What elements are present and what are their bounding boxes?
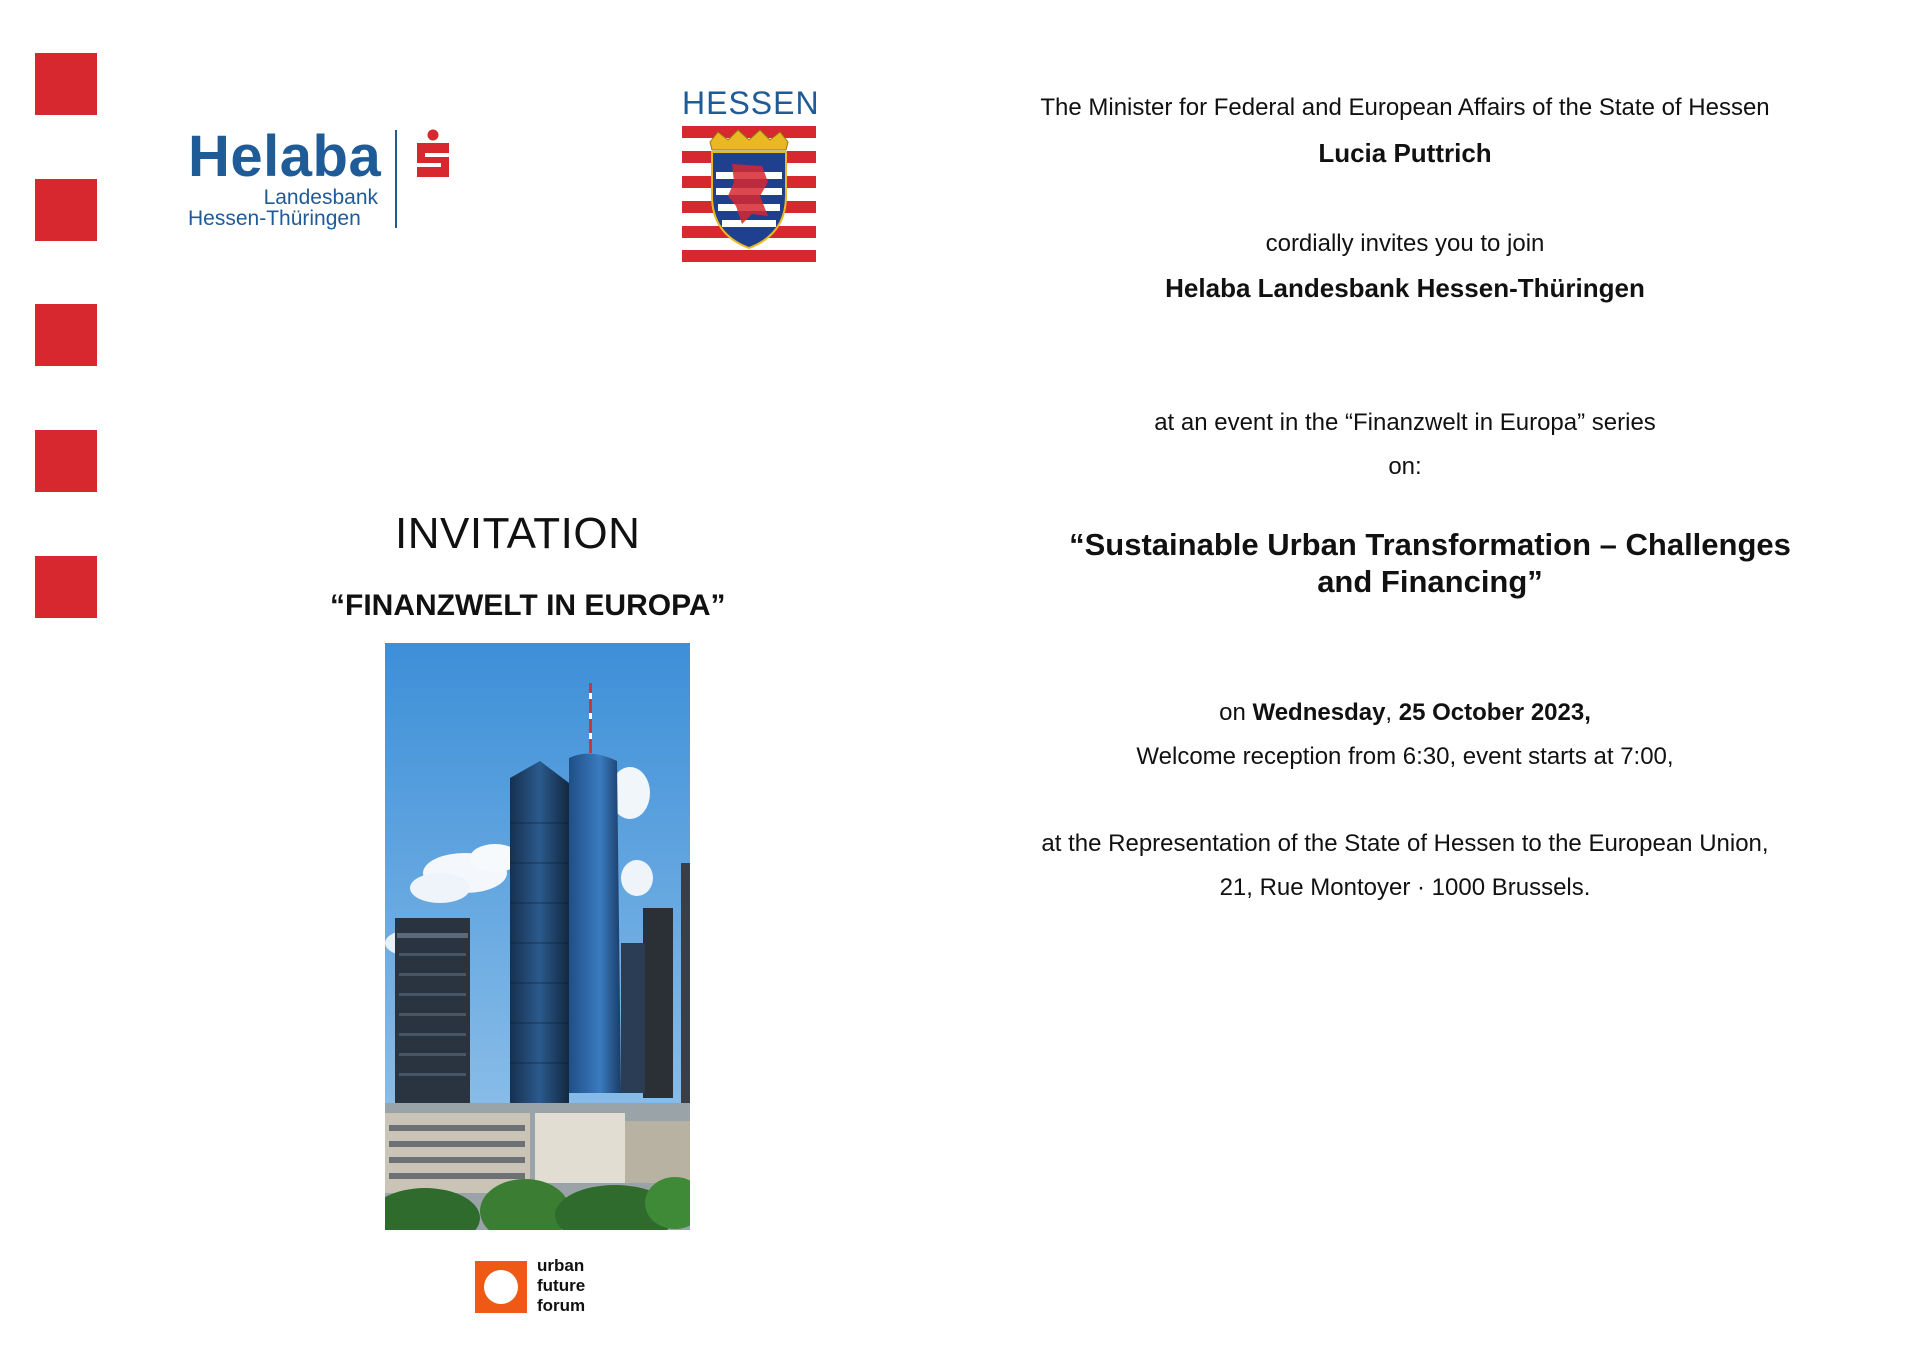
helaba-subline-1: Landesbank bbox=[263, 186, 378, 209]
event-date bbox=[1010, 698, 1800, 728]
decorative-red-square bbox=[35, 430, 97, 492]
helaba-logo bbox=[188, 125, 468, 235]
hessen-coat-of-arms-icon bbox=[682, 126, 816, 262]
decorative-red-square bbox=[35, 304, 97, 366]
uff-line-2: future bbox=[537, 1276, 586, 1295]
host-name: Lucia Puttrich bbox=[1318, 138, 1492, 168]
invitation-title: INVITATION bbox=[395, 509, 641, 558]
hessen-wordmark: HESSEN bbox=[682, 85, 820, 121]
date-prefix: on bbox=[1219, 699, 1253, 726]
decorative-red-square bbox=[35, 53, 97, 115]
hessen-logo bbox=[682, 85, 820, 262]
venue-line-1: at the Representation of the State of Hessen to the European Union, bbox=[1041, 830, 1769, 857]
event-title: “Sustainable Urban Transformation – Challenges and Financing” bbox=[1069, 527, 1791, 599]
helaba-subline-2: Hessen-Thüringen bbox=[188, 207, 361, 230]
decorative-red-square bbox=[35, 556, 97, 618]
date-separator: , bbox=[1385, 699, 1399, 726]
series-subtitle: “FINANZWELT IN EUROPA” bbox=[330, 589, 726, 622]
partner-name: Helaba Landesbank Hessen-Thüringen bbox=[1165, 273, 1645, 303]
event-schedule: Welcome reception from 6:30, event starts at 7:00, bbox=[1136, 743, 1674, 770]
uff-line-1: urban bbox=[537, 1256, 585, 1275]
date-weekday: Wednesday bbox=[1252, 699, 1386, 726]
on-label: on: bbox=[1388, 453, 1422, 480]
decorative-red-square bbox=[35, 179, 97, 241]
helaba-wordmark: Helaba bbox=[188, 124, 382, 189]
venue-line-2: 21, Rue Montoyer · 1000 Brussels. bbox=[1219, 874, 1591, 901]
invite-text: cordially invites you to join bbox=[1265, 230, 1545, 257]
urban-future-forum-logo bbox=[475, 1258, 615, 1318]
host-title: The Minister for Federal and European Affairs of the State of Hessen bbox=[1040, 94, 1770, 121]
series-text: at an event in the “Finanzwelt in Europa” series bbox=[1154, 409, 1656, 436]
date-day: 25 October 2023, bbox=[1398, 699, 1591, 726]
sparkasse-icon bbox=[413, 129, 453, 181]
uff-line-3: forum bbox=[537, 1296, 586, 1315]
skyscraper-photo bbox=[385, 643, 690, 1230]
helaba-divider bbox=[395, 130, 397, 228]
urban-future-forum-icon bbox=[475, 1261, 527, 1313]
